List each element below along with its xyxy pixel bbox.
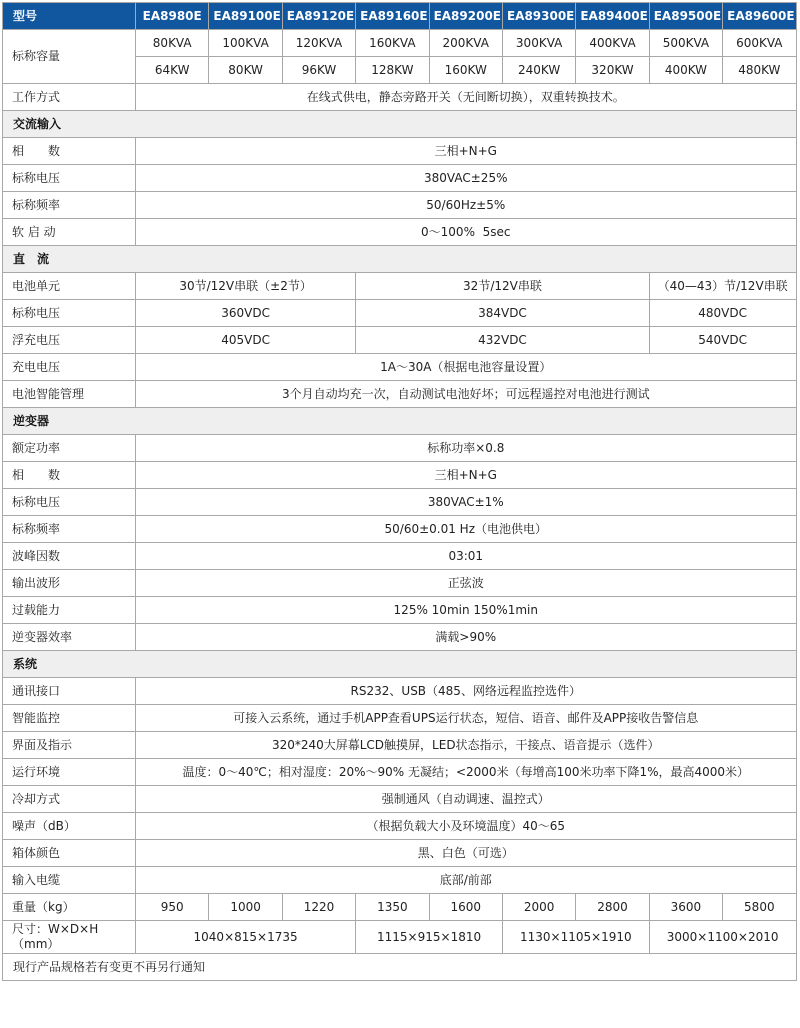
capacity-kva: 100KVA — [209, 30, 282, 57]
row-label: 标称频率 — [3, 516, 136, 543]
row-label: 输入电缆 — [3, 867, 136, 894]
capacity-kw: 64KW — [136, 57, 209, 84]
weight-value: 1600 — [429, 894, 502, 921]
row-value: 底部/前部 — [136, 867, 797, 894]
capacity-kva: 600KVA — [723, 30, 796, 57]
row-value: 432VDC — [356, 327, 650, 354]
section-ac-input — [3, 111, 797, 138]
section-dc — [3, 246, 797, 273]
row-value: 满载>90% — [136, 624, 797, 651]
row-label: 噪声（dB） — [3, 813, 136, 840]
capacity-kw: 480KW — [723, 57, 796, 84]
row-value: 50/60±0.01 Hz（电池供电） — [136, 516, 797, 543]
spec-row — [3, 759, 797, 786]
spec-row — [3, 543, 797, 570]
capacity-kw: 240KW — [502, 57, 575, 84]
capacity-kw: 320KW — [576, 57, 649, 84]
work-mode-row — [3, 84, 797, 111]
spec-row — [3, 624, 797, 651]
section-title: 系统 — [3, 651, 797, 678]
row-label: 尺寸：W×D×H（mm） — [3, 921, 136, 954]
model-name: EA89200E — [429, 3, 502, 30]
dimension-value: 1115×915×1810 — [356, 921, 503, 954]
weight-value: 5800 — [723, 894, 796, 921]
capacity-kva: 160KVA — [356, 30, 429, 57]
row-value: （40—43）节/12V串联 — [649, 273, 796, 300]
row-label: 波峰因数 — [3, 543, 136, 570]
section-system — [3, 651, 797, 678]
model-name: EA8980E — [136, 3, 209, 30]
row-value: 405VDC — [136, 327, 356, 354]
capacity-kva: 80KVA — [136, 30, 209, 57]
weight-value: 1220 — [282, 894, 355, 921]
row-label: 箱体颜色 — [3, 840, 136, 867]
section-title: 交流输入 — [3, 111, 797, 138]
model-name: EA89400E — [576, 3, 649, 30]
row-label: 标称电压 — [3, 489, 136, 516]
spec-row — [3, 435, 797, 462]
capacity-kw: 80KW — [209, 57, 282, 84]
row-label: 相 数 — [3, 138, 136, 165]
capacity-kva: 300KVA — [502, 30, 575, 57]
model-name: EA89160E — [356, 3, 429, 30]
row-value: 温度：0～40℃；相对湿度：20%～90% 无凝结；<2000米（每增高100米功率下降1%，最高4000米） — [136, 759, 797, 786]
dc-float-voltage-row — [3, 327, 797, 354]
row-value: 三相+N+G — [136, 462, 797, 489]
row-label: 逆变器效率 — [3, 624, 136, 651]
row-value: 0～100% 5sec — [136, 219, 797, 246]
row-label: 电池单元 — [3, 273, 136, 300]
spec-row — [3, 678, 797, 705]
row-value: 在线式供电，静态旁路开关（无间断切换），双重转换技术。 — [136, 84, 797, 111]
row-label: 软 启 动 — [3, 219, 136, 246]
weight-value: 1350 — [356, 894, 429, 921]
row-value: 黑、白色（可选） — [136, 840, 797, 867]
weight-value: 950 — [136, 894, 209, 921]
row-label: 浮充电压 — [3, 327, 136, 354]
spec-row — [3, 813, 797, 840]
capacity-kva-row — [3, 30, 797, 57]
spec-row — [3, 138, 797, 165]
row-label: 相 数 — [3, 462, 136, 489]
row-label: 标称电压 — [3, 165, 136, 192]
footer-note: 现行产品规格若有变更不再另行通知 — [3, 954, 797, 981]
dimension-value: 1040×815×1735 — [136, 921, 356, 954]
section-title: 直 流 — [3, 246, 797, 273]
row-label: 输出波形 — [3, 570, 136, 597]
row-value: 三相+N+G — [136, 138, 797, 165]
row-label: 标称电压 — [3, 300, 136, 327]
row-value: 正弦波 — [136, 570, 797, 597]
spec-row — [3, 489, 797, 516]
row-value: 380VAC±1% — [136, 489, 797, 516]
weight-row — [3, 894, 797, 921]
model-name: EA89300E — [502, 3, 575, 30]
model-header-row — [3, 3, 797, 30]
capacity-kw: 128KW — [356, 57, 429, 84]
spec-row — [3, 786, 797, 813]
spec-row — [3, 570, 797, 597]
model-name: EA89100E — [209, 3, 282, 30]
row-value: 标称功率×0.8 — [136, 435, 797, 462]
row-value: 30节/12V串联（±2节） — [136, 273, 356, 300]
dc-nominal-voltage-row — [3, 300, 797, 327]
row-value: 50/60Hz±5% — [136, 192, 797, 219]
model-name: EA89600E — [723, 3, 796, 30]
row-value: 32节/12V串联 — [356, 273, 650, 300]
dimensions-row — [3, 921, 797, 954]
row-label: 电池智能管理 — [3, 381, 136, 408]
spec-row — [3, 867, 797, 894]
row-value: 540VDC — [649, 327, 796, 354]
row-label: 重量（kg） — [3, 894, 136, 921]
section-title: 逆变器 — [3, 408, 797, 435]
row-value: 125% 10min 150%1min — [136, 597, 797, 624]
model-name: EA89500E — [649, 3, 722, 30]
row-label: 智能监控 — [3, 705, 136, 732]
row-value: 384VDC — [356, 300, 650, 327]
row-label: 运行环境 — [3, 759, 136, 786]
spec-row — [3, 165, 797, 192]
capacity-kw: 400KW — [649, 57, 722, 84]
weight-value: 1000 — [209, 894, 282, 921]
model-row-label: 型号 — [3, 3, 136, 30]
row-value: 可接入云系统，通过手机APP查看UPS运行状态，短信、语音、邮件及APP接收告警信息 — [136, 705, 797, 732]
spec-row — [3, 732, 797, 759]
row-label: 过载能力 — [3, 597, 136, 624]
capacity-kva: 400KVA — [576, 30, 649, 57]
capacity-kw: 160KW — [429, 57, 502, 84]
row-value: 360VDC — [136, 300, 356, 327]
row-value: 1A～30A（根据电池容量设置） — [136, 354, 797, 381]
row-label: 额定功率 — [3, 435, 136, 462]
capacity-kva: 120KVA — [282, 30, 355, 57]
capacity-label: 标称容量 — [3, 30, 136, 84]
row-value: 320*240大屏幕LCD触摸屏，LED状态指示，干接点、语音提示（选件） — [136, 732, 797, 759]
row-value: RS232、USB（485、网络远程监控选件） — [136, 678, 797, 705]
charge-voltage-row — [3, 354, 797, 381]
dimension-value: 3000×1100×2010 — [649, 921, 796, 954]
weight-value: 2000 — [502, 894, 575, 921]
footer-note-row — [3, 954, 797, 981]
spec-row — [3, 192, 797, 219]
row-label: 充电电压 — [3, 354, 136, 381]
row-value: （根据负载大小及环境温度）40～65 — [136, 813, 797, 840]
spec-row — [3, 705, 797, 732]
weight-value: 3600 — [649, 894, 722, 921]
row-label: 冷却方式 — [3, 786, 136, 813]
ups-spec-table — [2, 2, 797, 981]
capacity-kva: 200KVA — [429, 30, 502, 57]
row-value: 强制通风（自动调速、温控式） — [136, 786, 797, 813]
row-label: 标称频率 — [3, 192, 136, 219]
capacity-kw: 96KW — [282, 57, 355, 84]
battery-unit-row — [3, 273, 797, 300]
spec-row — [3, 516, 797, 543]
row-value: 03:01 — [136, 543, 797, 570]
section-inverter — [3, 408, 797, 435]
spec-row — [3, 840, 797, 867]
row-value: 3个月自动均充一次，自动测试电池好坏；可远程遥控对电池进行测试 — [136, 381, 797, 408]
spec-row — [3, 462, 797, 489]
weight-value: 2800 — [576, 894, 649, 921]
spec-row — [3, 597, 797, 624]
dimension-value: 1130×1105×1910 — [502, 921, 649, 954]
row-label: 通讯接口 — [3, 678, 136, 705]
row-value: 480VDC — [649, 300, 796, 327]
capacity-kva: 500KVA — [649, 30, 722, 57]
spec-row — [3, 219, 797, 246]
battery-mgmt-row — [3, 381, 797, 408]
row-label: 工作方式 — [3, 84, 136, 111]
model-name: EA89120E — [282, 3, 355, 30]
row-value: 380VAC±25% — [136, 165, 797, 192]
row-label: 界面及指示 — [3, 732, 136, 759]
